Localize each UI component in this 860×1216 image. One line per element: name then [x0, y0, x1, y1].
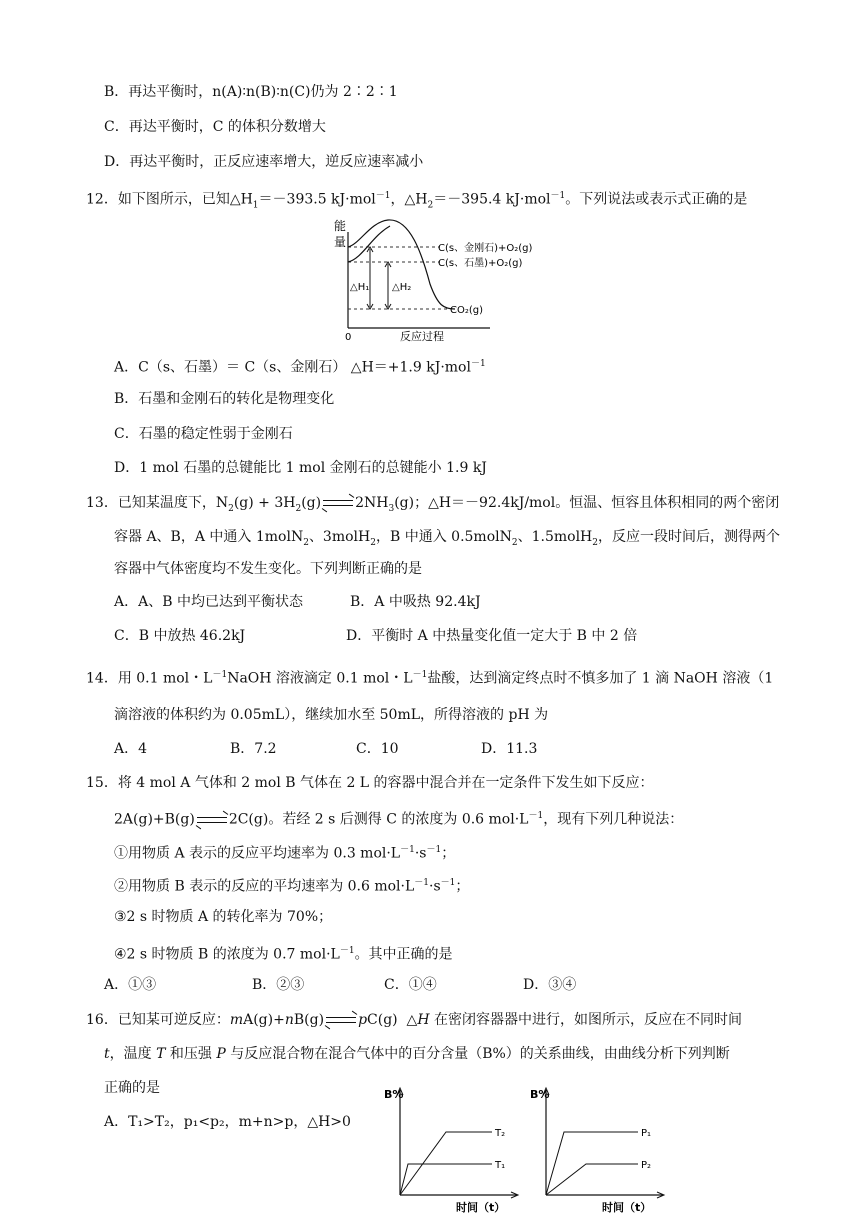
q15-stem-line2: 2A(g)+B(g) 2C(g)。若经 2 s 后测得 C 的浓度为 0.6 $mol\cdot L^{-1}$，现有下列几种说法： [114, 811, 684, 828]
q16-g2-bottom-label: P₂ [641, 1160, 652, 1171]
q16-option-a: A．T₁>T₂，p₁<p₂，m+n>p，△H>0 [104, 1114, 351, 1130]
q13-option-b: B．A 中吸热 92.4kJ [350, 594, 481, 610]
q15-statement-1: ①用物质 A 表示的反应平均速率为 0.3 $mol\cdot L^{-1}\cdot s^{-1}$； [114, 845, 456, 862]
q15-option-b: B．②③ [252, 977, 305, 993]
q14-option-c: C．10 [356, 741, 399, 757]
q16-g1-ylabel: B% [384, 1088, 404, 1101]
q15-option-d: D．③④ [523, 977, 577, 993]
q12-co2-label: CO₂(g) [450, 305, 484, 316]
q16-graph-pressure [530, 1082, 670, 1216]
q15-statement-3: ③2 s 时物质 A 的转化率为 70%； [114, 909, 333, 925]
q12-origin: 0 [345, 332, 352, 343]
q16-g1-t1-curve [400, 1164, 492, 1195]
q13-stem-line2: 容器 A、B，A 中通入 1molN$_2$、3molH$_2$，B 中通入 0.5molN$_2$、1.5molH$_2$，反应一段时间后，测得两个 [114, 529, 780, 548]
q16-graph-temperature [384, 1082, 524, 1216]
q16-g1-bottom-label: T₁ [495, 1160, 506, 1171]
equilibrium-arrow [326, 1014, 356, 1026]
q11-option-d: D．再达平衡时，正反应速率增大，逆反应速率减小 [104, 154, 424, 170]
q11-option-b: B．再达平衡时，n(A)∶n(B)∶n(C)仍为 2∶2∶1 [104, 84, 398, 100]
q14-option-a: A．4 [114, 741, 148, 757]
q15-statement-2: ②用物质 B 表示的反应的平均速率为 0.6 $mol\cdot L^{-1}\cdot s^{-1}$； [114, 878, 470, 895]
q16-g2-p2-curve [546, 1164, 638, 1195]
q15-statement-4: ④2 s 时物质 B 的浓度为 0.7 $mol\cdot L^{-1}$。其中正确的是 [114, 946, 453, 963]
q16-g1-top-label: T₂ [495, 1128, 506, 1139]
q12-graphite-label: C(s、石墨)+O₂(g) [438, 258, 523, 269]
q12-option-a: A．C（s、石墨）＝ C（s、金刚石） △H＝+1.9 kJ·mol$^{-1}$ [114, 359, 486, 376]
q13-stem-line1: 13．已知某温度下，$N_2(g) + 3H_2(g)$ $2NH_3(g)$；△H＝－92.4kJ/mol。恒温、恒容且体积相同的两个密闭 [86, 495, 780, 514]
q13-option-d: D．平衡时 A 中热量变化值一定大于 B 中 2 倍 [346, 628, 638, 644]
q14-option-b: B．7.2 [230, 741, 277, 757]
q11-option-c: C．再达平衡时，C 的体积分数增大 [104, 119, 326, 135]
q13-option-a: A．A、B 中均已达到平衡状态 [114, 594, 303, 610]
q16-g1-xlabel: 时间（t） [456, 1201, 506, 1214]
q12-ylabel-2: 量 [334, 235, 347, 249]
q15-option-a: A．①③ [104, 977, 157, 993]
q12-energy-diagram [330, 214, 550, 346]
q14-option-d: D．11.3 [481, 741, 538, 757]
q12-option-d: D．1 mol 石墨的总键能比 1 mol 金刚石的总键能小 1.9 kJ [114, 460, 487, 476]
q16-g2-ylabel: B% [530, 1088, 550, 1101]
q16-g2-xlabel: 时间（t） [602, 1201, 652, 1214]
equilibrium-arrow [197, 814, 227, 826]
q15-option-c: C．①④ [384, 977, 437, 993]
q16-stem-line1: 16．已知某可逆反应：mA(g)+nB(g) pC(g) △H 在密闭容器器中进行，如图所示，反应在不同时间 [86, 1012, 742, 1028]
q15-stem-line1: 15．将 4 mol A 气体和 2 mol B 气体在 2 L 的容器中混合并在一定条件下发生如下反应： [86, 775, 654, 791]
q13-stem-line3: 容器中气体密度均不发生变化。下列判断正确的是 [114, 561, 422, 577]
q12-dh1-label: △H₁ [350, 282, 370, 293]
q13-option-c: C．B 中放热 46.2kJ [114, 628, 246, 644]
q14-stem-line1: 14．用 0.1 mol・$L^{-1}NaOH$ 溶液滴定 0.1 mol・$L^{-1}$盐酸，达到滴定终点时不慎多加了 1 滴 NaOH 溶液（1 [86, 670, 774, 687]
q16-g2-top-label: P₁ [641, 1128, 652, 1139]
q12-diamond-label: C(s、金刚石)+O₂(g) [438, 243, 533, 254]
q16-stem-line3: 正确的是 [104, 1080, 160, 1096]
q14-stem-line2: 滴溶液的体积约为 0.05mL），继续加水至 50mL，所得溶液的 pH 为 [114, 707, 549, 723]
q12-xlabel: 反应过程 [400, 330, 444, 343]
equilibrium-arrow [323, 497, 353, 509]
q12-ylabel-1: 能 [334, 219, 347, 233]
q16-stem-line2: t，温度 T 和压强 P 与反应混合物在混合气体中的百分含量（B%）的关系曲线，由曲线分析下列判断 [104, 1046, 730, 1062]
q12-option-c: C．石墨的稳定性弱于金刚石 [114, 426, 293, 442]
q12-stem: 12．如下图所示，已知$\triangle H_1=-393.5$ kJ·mol$^{-1}$，$\triangle H_2=-395.4$ kJ·mol$^{-1}$。下列说法或表示式正确的是 [86, 191, 748, 211]
q12-dh2-label: △H₂ [392, 282, 412, 293]
q12-option-b: B．石墨和金刚石的转化是物理变化 [114, 391, 335, 407]
